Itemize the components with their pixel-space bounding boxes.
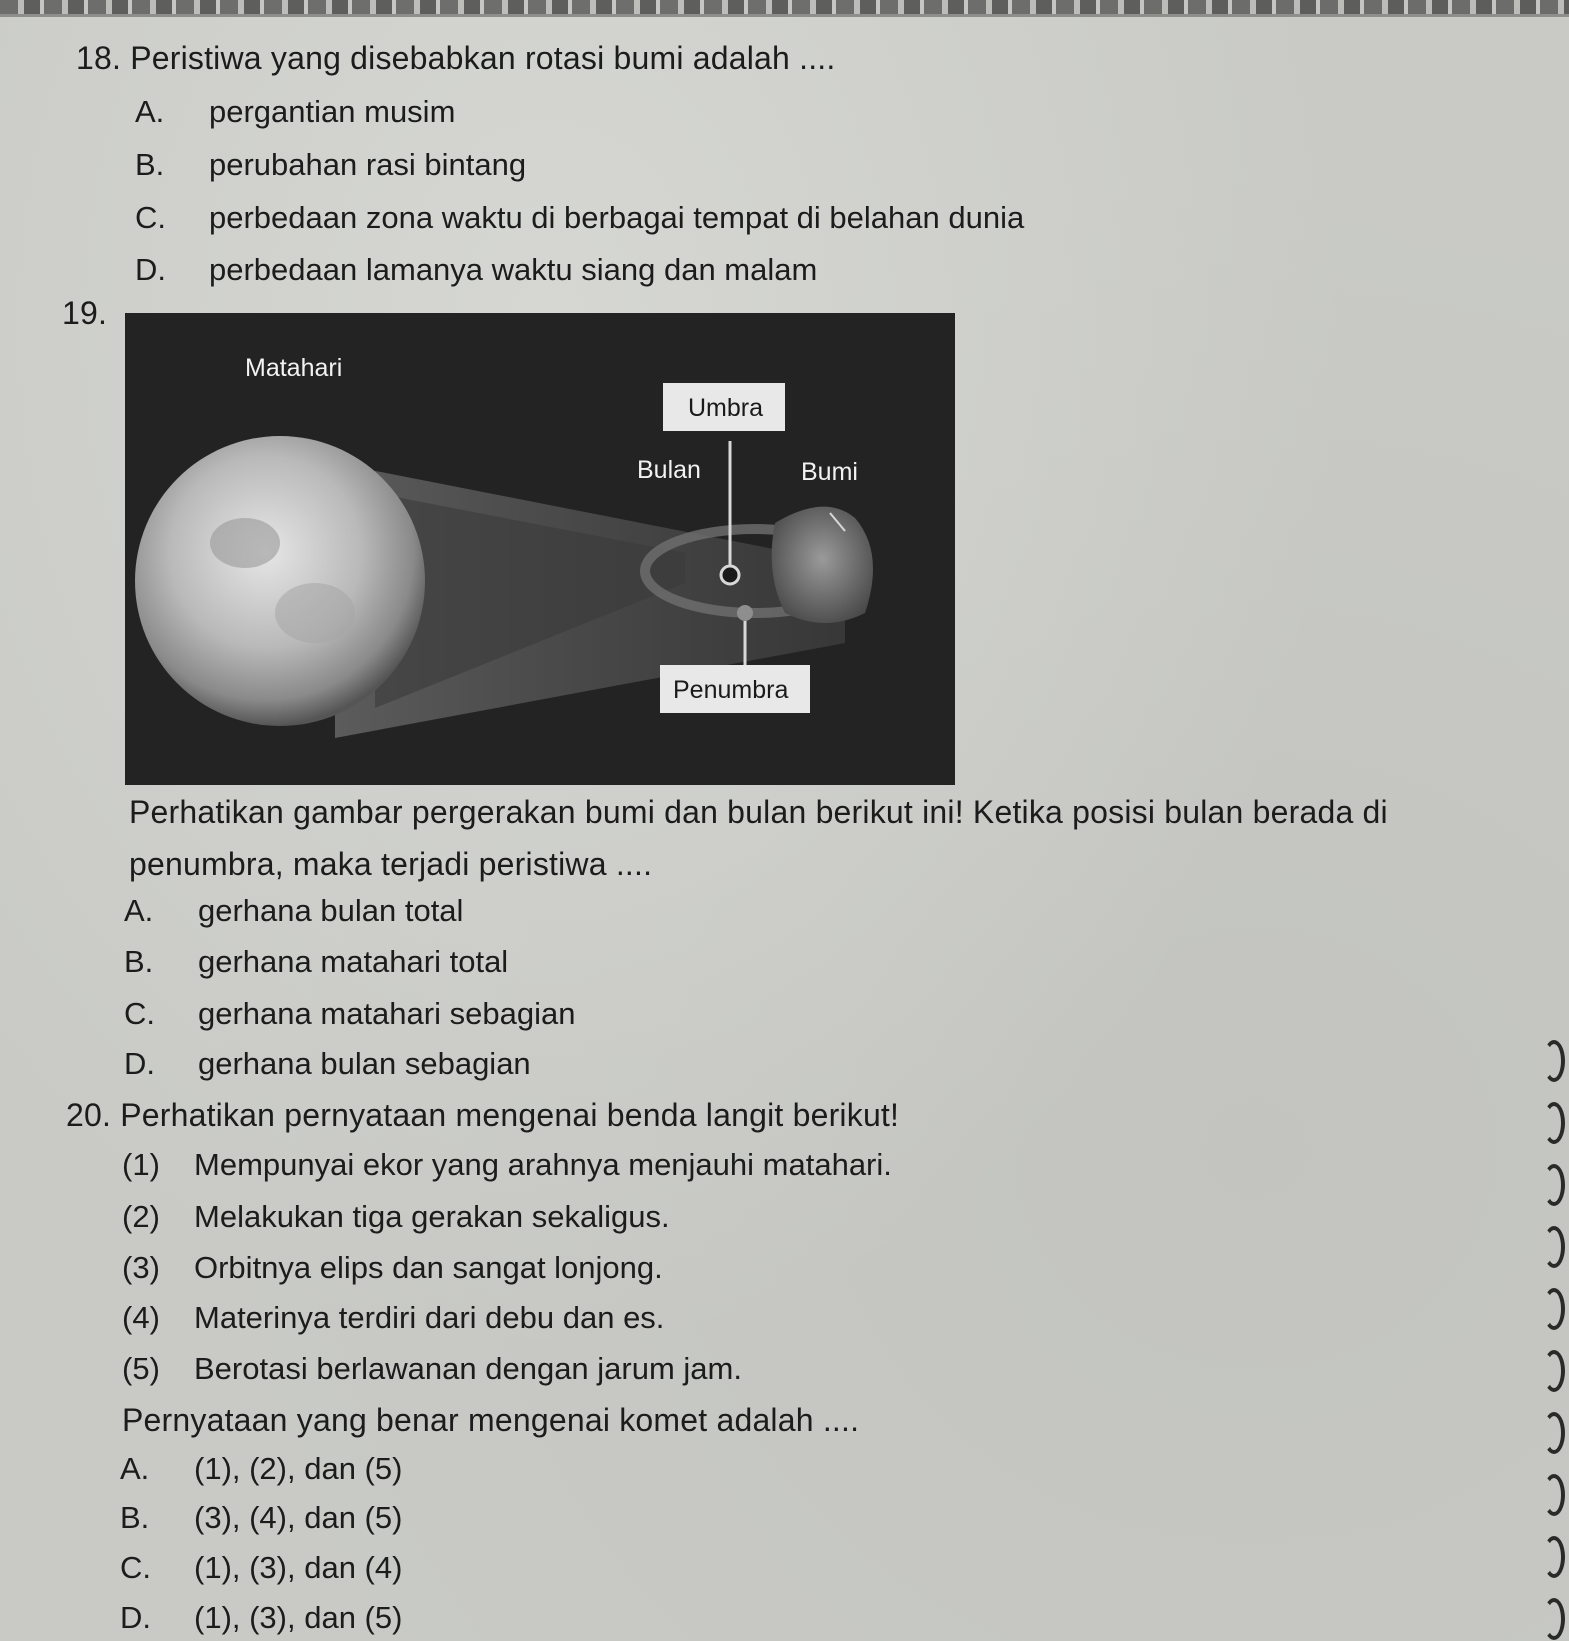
option-letter: C.: [124, 996, 155, 1031]
option-text: perbedaan lamanya waktu siang dan malam: [209, 252, 818, 287]
q20-statement-4: [122, 1300, 664, 1336]
option-text: gerhana matahari total: [198, 944, 509, 979]
q18-option-a[interactable]: [135, 94, 455, 130]
option-text: perubahan rasi bintang: [209, 147, 527, 182]
eclipse-figure: [125, 313, 955, 785]
statement-number: (3): [122, 1250, 160, 1285]
q19-option-c[interactable]: [124, 996, 575, 1032]
question-19-number: [62, 295, 107, 332]
option-letter: D.: [120, 1600, 151, 1635]
q18-option-b[interactable]: [135, 147, 526, 183]
q20-statement-2: [122, 1199, 670, 1235]
q19-option-d[interactable]: [124, 1046, 531, 1082]
sun-spot: [210, 518, 280, 568]
penumbra-label: Penumbra: [673, 676, 789, 704]
q20-statement-3: [122, 1250, 663, 1286]
q20-statement-5: [122, 1351, 742, 1387]
umbra-label: Umbra: [688, 394, 764, 422]
statement-text: Materinya terdiri dari debu dan es.: [194, 1300, 665, 1335]
sun-label: Matahari: [245, 354, 343, 382]
q20-option-c[interactable]: [120, 1550, 402, 1586]
q20-statement-1: [122, 1147, 892, 1183]
moon-label: Bulan: [637, 456, 701, 484]
option-text: (1), (3), dan (5): [194, 1600, 403, 1635]
question-number: 19.: [62, 295, 108, 331]
q19-option-a[interactable]: [124, 893, 463, 929]
option-text: gerhana bulan sebagian: [198, 1046, 531, 1081]
question-19-text-line2: penumbra, maka terjadi peristiwa ....: [129, 846, 653, 882]
binding-ring: [1543, 1164, 1565, 1206]
binding-ring: [1543, 1536, 1565, 1578]
binding-ring: [1543, 1350, 1565, 1392]
question-text: Peristiwa yang disebabkan rotasi bumi adalah ....: [130, 40, 836, 76]
option-text: perbedaan zona waktu di berbagai tempat di belahan dunia: [209, 200, 1025, 235]
option-text: (3), (4), dan (5): [194, 1500, 403, 1535]
binding-rings-right: [1543, 1040, 1565, 1640]
binding-spiral-top: [0, 0, 1569, 14]
option-text: gerhana matahari sebagian: [198, 996, 576, 1031]
question-number: 20.: [66, 1097, 112, 1133]
option-letter: D.: [135, 252, 166, 287]
moon-in-umbra: [721, 566, 739, 584]
question-20-prompt: Pernyataan yang benar mengenai komet adalah ....: [122, 1402, 860, 1438]
option-letter: B.: [124, 944, 154, 979]
binding-ring: [1543, 1226, 1565, 1268]
binding-ring: [1543, 1412, 1565, 1454]
binding-ring: [1543, 1102, 1565, 1144]
earth-label: Bumi: [801, 458, 858, 486]
option-letter: B.: [120, 1500, 150, 1535]
statement-number: (2): [122, 1199, 160, 1234]
q20-option-d[interactable]: [120, 1600, 402, 1636]
q20-option-b[interactable]: [120, 1500, 402, 1536]
statement-text: Mempunyai ekor yang arahnya menjauhi matahari.: [194, 1147, 892, 1182]
statement-number: (1): [122, 1147, 160, 1182]
statement-text: Melakukan tiga gerakan sekaligus.: [194, 1199, 670, 1234]
option-text: (1), (3), dan (4): [194, 1550, 403, 1585]
sun-sphere: [135, 436, 425, 726]
binding-ring: [1543, 1288, 1565, 1330]
option-letter: D.: [124, 1046, 155, 1081]
sun-spot: [275, 583, 355, 643]
eclipse-diagram: [125, 313, 955, 785]
statement-number: (4): [122, 1300, 160, 1335]
q20-option-a[interactable]: [120, 1451, 402, 1487]
statement-number: (5): [122, 1351, 160, 1386]
moon-in-penumbra: [737, 605, 753, 621]
question-20: [66, 1097, 899, 1134]
question-19-text-line1: Perhatikan gambar pergerakan bumi dan bulan berikut ini! Ketika posisi bulan berada di: [129, 794, 1388, 830]
option-letter: A.: [124, 893, 154, 928]
option-text: (1), (2), dan (5): [194, 1451, 403, 1486]
binding-ring: [1543, 1040, 1565, 1082]
q19-option-b[interactable]: [124, 944, 508, 980]
question-number: 18.: [76, 40, 122, 76]
option-letter: C.: [120, 1550, 151, 1585]
option-text: pergantian musim: [209, 94, 456, 129]
option-letter: C.: [135, 200, 166, 235]
option-letter: A.: [120, 1451, 150, 1486]
q18-option-c[interactable]: [135, 200, 1024, 236]
option-text: gerhana bulan total: [198, 893, 464, 928]
statement-text: Berotasi berlawanan dengan jarum jam.: [194, 1351, 742, 1386]
page-edge-line: [0, 14, 1569, 17]
binding-ring: [1543, 1598, 1565, 1640]
option-letter: B.: [135, 147, 165, 182]
question-18: [76, 40, 836, 77]
statement-text: Orbitnya elips dan sangat lonjong.: [194, 1250, 663, 1285]
question-text: Perhatikan pernyataan mengenai benda langit berikut!: [120, 1097, 900, 1133]
option-letter: A.: [135, 94, 165, 129]
q18-option-d[interactable]: [135, 252, 817, 288]
binding-ring: [1543, 1474, 1565, 1516]
earth-sphere: [772, 507, 873, 623]
